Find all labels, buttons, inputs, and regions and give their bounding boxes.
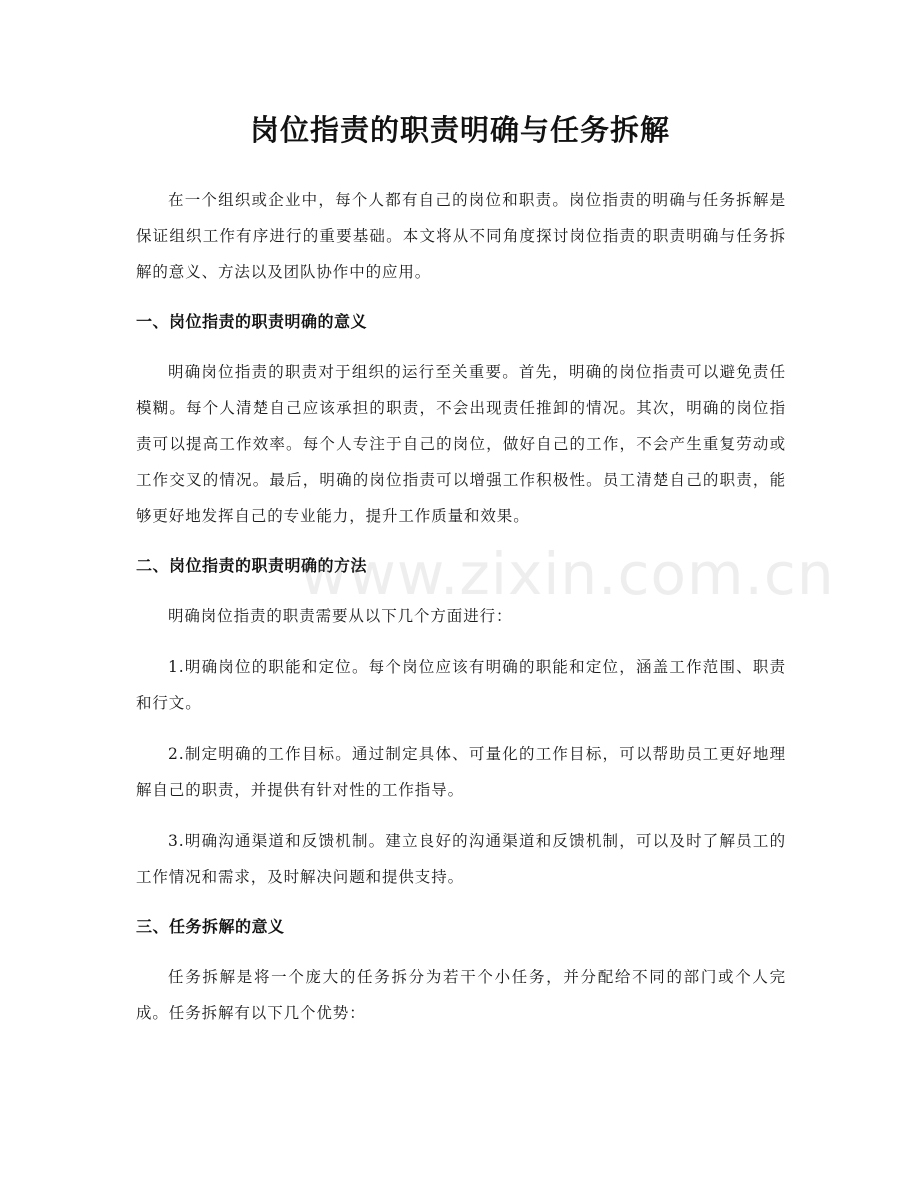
section-3-paragraph: 任务拆解是将一个庞大的任务拆分为若干个小任务，并分配给不同的部门或个人完成。任务拆解有以下几个优势： bbox=[136, 968, 786, 1022]
document-title: 岗位指责的职责明确与任务拆解 bbox=[249, 113, 670, 147]
intro-paragraph: 在一个组织或企业中，每个人都有自己的岗位和职责。岗位指责的明确与任务拆解是保证组织工作有序进行的重要基础。本文将从不同角度探讨岗位指责的职责明确与任务拆解的意义、方法以及团队协作中的应用。 bbox=[136, 191, 786, 281]
section-heading-2: 二、岗位指责的职责明确的方法 bbox=[136, 556, 368, 575]
watermark: www.zixin.com.cn bbox=[300, 540, 835, 608]
list-item-2: 2.制定明确的工作目标。通过制定具体、可量化的工作目标，可以帮助员工更好地理解自己的职责，并提供有针对性的工作指导。 bbox=[136, 745, 786, 799]
section-heading-3: 三、任务拆解的意义 bbox=[136, 917, 285, 936]
section-heading-1: 一、岗位指责的职责明确的意义 bbox=[136, 312, 368, 331]
list-item-3: 3.明确沟通渠道和反馈机制。建立良好的沟通渠道和反馈机制，可以及时了解员工的工作情况和需求，及时解决问题和提供支持。 bbox=[136, 832, 786, 886]
document-body bbox=[136, 182, 786, 1031]
section-1-paragraph: 明确岗位指责的职责对于组织的运行至关重要。首先，明确的岗位指责可以避免责任模糊。每个人清楚自己应该承担的职责，不会出现责任推卸的情况。其次，明确的岗位指责可以提高工作效率。每个人专注于自己的岗位，做好自己的工作，不会产生重复劳动或工作交叉的情况。最后，明确的岗位指责可以增强工作积极性。员工清楚自己的职责，能够更好地发挥自己的专业能力，提升工作质量和效果。 bbox=[136, 363, 786, 525]
section-2-paragraph: 明确岗位指责的职责需要从以下几个方面进行： bbox=[168, 607, 513, 625]
list-item-1: 1.明确岗位的职能和定位。每个岗位应该有明确的职能和定位，涵盖工作范围、职责和行文。 bbox=[136, 658, 786, 712]
